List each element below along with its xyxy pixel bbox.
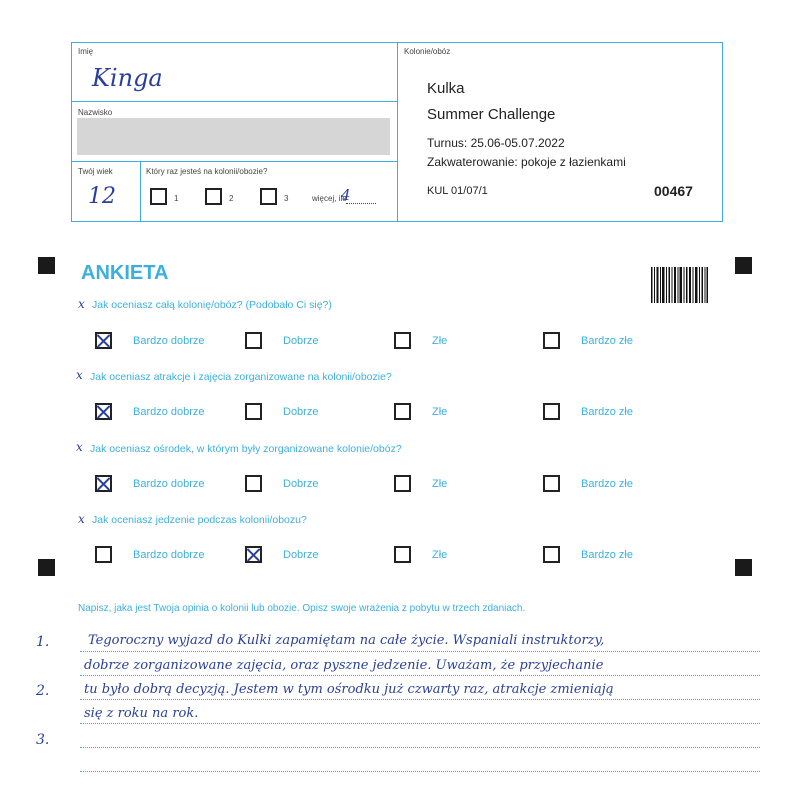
times-option-1: 1 xyxy=(174,194,179,203)
q1-option-zle-checkbox[interactable] xyxy=(394,332,411,349)
question-4-text: Jak oceniasz jedzenie podczas kolonii/obozu? xyxy=(92,514,307,526)
opinion-number-2: 2. xyxy=(36,683,50,699)
opinion-line-6[interactable] xyxy=(80,771,760,772)
opinion-line-3[interactable] xyxy=(80,699,760,700)
times-checkbox-3[interactable] xyxy=(260,188,277,205)
last-name-label: Nazwisko xyxy=(78,108,113,117)
question-1-text: Jak oceniasz całą kolonię/obóz? (Podobało Ci się?) xyxy=(92,299,332,311)
question-4-tick: x xyxy=(78,512,85,526)
q3-option-zle-checkbox[interactable] xyxy=(394,475,411,492)
opinion-line-4[interactable] xyxy=(80,723,760,724)
question-1-tick: x xyxy=(78,297,85,311)
accommodation: Zakwaterowanie: pokoje z łazienkami xyxy=(427,155,626,169)
header-divider-1 xyxy=(71,101,397,102)
registration-marker-top-right xyxy=(735,257,752,274)
times-option-2: 2 xyxy=(229,194,234,203)
q2-option-bardzo-dobrze-checkbox[interactable] xyxy=(95,403,112,420)
opinion-prompt: Napisz, jaka jest Twoja opinia o kolonii lub obozie. Opisz swoje wrażenia z pobytu w trzech zdaniach. xyxy=(78,603,526,614)
opinion-text-line-4: się z roku na rok. xyxy=(84,706,199,721)
opinion-line-5[interactable] xyxy=(80,747,760,748)
age-value[interactable]: 12 xyxy=(88,184,116,209)
opinion-text-line-2: dobrze zorganizowane zajęcia, oraz pyszne jedzenie. Uważam, że przyjechanie xyxy=(84,658,604,673)
camp-program: Summer Challenge xyxy=(427,106,556,123)
q2-option-bardzo-zle-checkbox[interactable] xyxy=(543,403,560,420)
q4-option-bardzo-dobrze-label: Bardzo dobrze xyxy=(133,549,205,561)
opinion-line-2[interactable] xyxy=(80,675,760,676)
times-option-3: 3 xyxy=(284,194,289,203)
registration-marker-bottom-right xyxy=(735,559,752,576)
times-label: Który raz jesteś na kolonii/obozie? xyxy=(146,167,268,176)
first-name-value[interactable]: Kinga xyxy=(92,64,163,92)
q2-option-bardzo-zle-label: Bardzo złe xyxy=(581,406,633,418)
times-checkbox-1[interactable] xyxy=(150,188,167,205)
header-divider-vertical xyxy=(397,42,398,221)
last-name-redacted xyxy=(77,118,390,155)
q2-option-dobrze-checkbox[interactable] xyxy=(245,403,262,420)
camp-label: Kolonie/obóz xyxy=(404,47,451,56)
registration-marker-top-left xyxy=(38,257,55,274)
q3-option-dobrze-checkbox[interactable] xyxy=(245,475,262,492)
opinion-text-line-1: Tegoroczny wyjazd do Kulki zapamiętam na całe życie. Wspaniali instruktorzy, xyxy=(88,633,605,648)
q4-option-bardzo-zle-label: Bardzo złe xyxy=(581,549,633,561)
header-divider-2 xyxy=(71,161,397,162)
q1-option-zle-label: Złe xyxy=(432,335,448,347)
camp-code: KUL 01/07/1 xyxy=(427,185,488,197)
turnus: Turnus: 25.06-05.07.2022 xyxy=(427,136,565,150)
opinion-line-1[interactable] xyxy=(80,651,760,652)
opinion-number-1: 1. xyxy=(36,634,50,650)
times-checkbox-2[interactable] xyxy=(205,188,222,205)
question-3-tick: x xyxy=(76,440,83,454)
times-more-label: więcej, ile xyxy=(312,194,347,203)
first-name-label: Imię xyxy=(78,47,94,56)
q2-option-bardzo-dobrze-label: Bardzo dobrze xyxy=(133,406,205,418)
question-3-text: Jak oceniasz ośrodek, w którym były zorganizowane kolonie/obóz? xyxy=(90,443,402,455)
camp-name: Kulka xyxy=(427,80,465,97)
q3-option-zle-label: Złe xyxy=(432,478,448,490)
question-2-text: Jak oceniasz atrakcje i zajęcia zorganizowane na kolonii/obozie? xyxy=(90,371,392,383)
form-number: 00467 xyxy=(654,183,693,199)
q3-option-dobrze-label: Dobrze xyxy=(283,478,319,490)
q3-option-bardzo-dobrze-checkbox[interactable] xyxy=(95,475,112,492)
q4-option-zle-checkbox[interactable] xyxy=(394,546,411,563)
q3-option-bardzo-zle-checkbox[interactable] xyxy=(543,475,560,492)
q2-option-dobrze-label: Dobrze xyxy=(283,406,319,418)
q1-option-bardzo-dobrze-checkbox[interactable] xyxy=(95,332,112,349)
opinion-number-3: 3. xyxy=(36,732,50,748)
q3-option-bardzo-dobrze-label: Bardzo dobrze xyxy=(133,478,205,490)
header-divider-3 xyxy=(140,161,141,221)
registration-marker-bottom-left xyxy=(38,559,55,576)
survey-title: ANKIETA xyxy=(81,262,169,284)
q4-option-dobrze-label: Dobrze xyxy=(283,549,319,561)
question-2-tick: x xyxy=(76,368,83,382)
q1-option-bardzo-dobrze-label: Bardzo dobrze xyxy=(133,335,205,347)
q1-option-dobrze-label: Dobrze xyxy=(283,335,319,347)
q2-option-zle-checkbox[interactable] xyxy=(394,403,411,420)
q4-option-bardzo-dobrze-checkbox[interactable] xyxy=(95,546,112,563)
q2-option-zle-label: Złe xyxy=(432,406,448,418)
q1-option-bardzo-zle-label: Bardzo złe xyxy=(581,335,633,347)
q4-option-zle-label: Złe xyxy=(432,549,448,561)
q1-option-bardzo-zle-checkbox[interactable] xyxy=(543,332,560,349)
q1-option-dobrze-checkbox[interactable] xyxy=(245,332,262,349)
barcode xyxy=(651,267,708,303)
q4-option-bardzo-zle-checkbox[interactable] xyxy=(543,546,560,563)
q4-option-dobrze-checkbox[interactable] xyxy=(245,546,262,563)
times-more-value[interactable]: 4 xyxy=(341,186,351,204)
age-label: Twój wiek xyxy=(78,167,113,176)
opinion-text-line-3: tu było dobrą decyzją. Jestem w tym ośrodku już czwarty raz, atrakcje zmieniają xyxy=(84,682,614,697)
q3-option-bardzo-zle-label: Bardzo złe xyxy=(581,478,633,490)
